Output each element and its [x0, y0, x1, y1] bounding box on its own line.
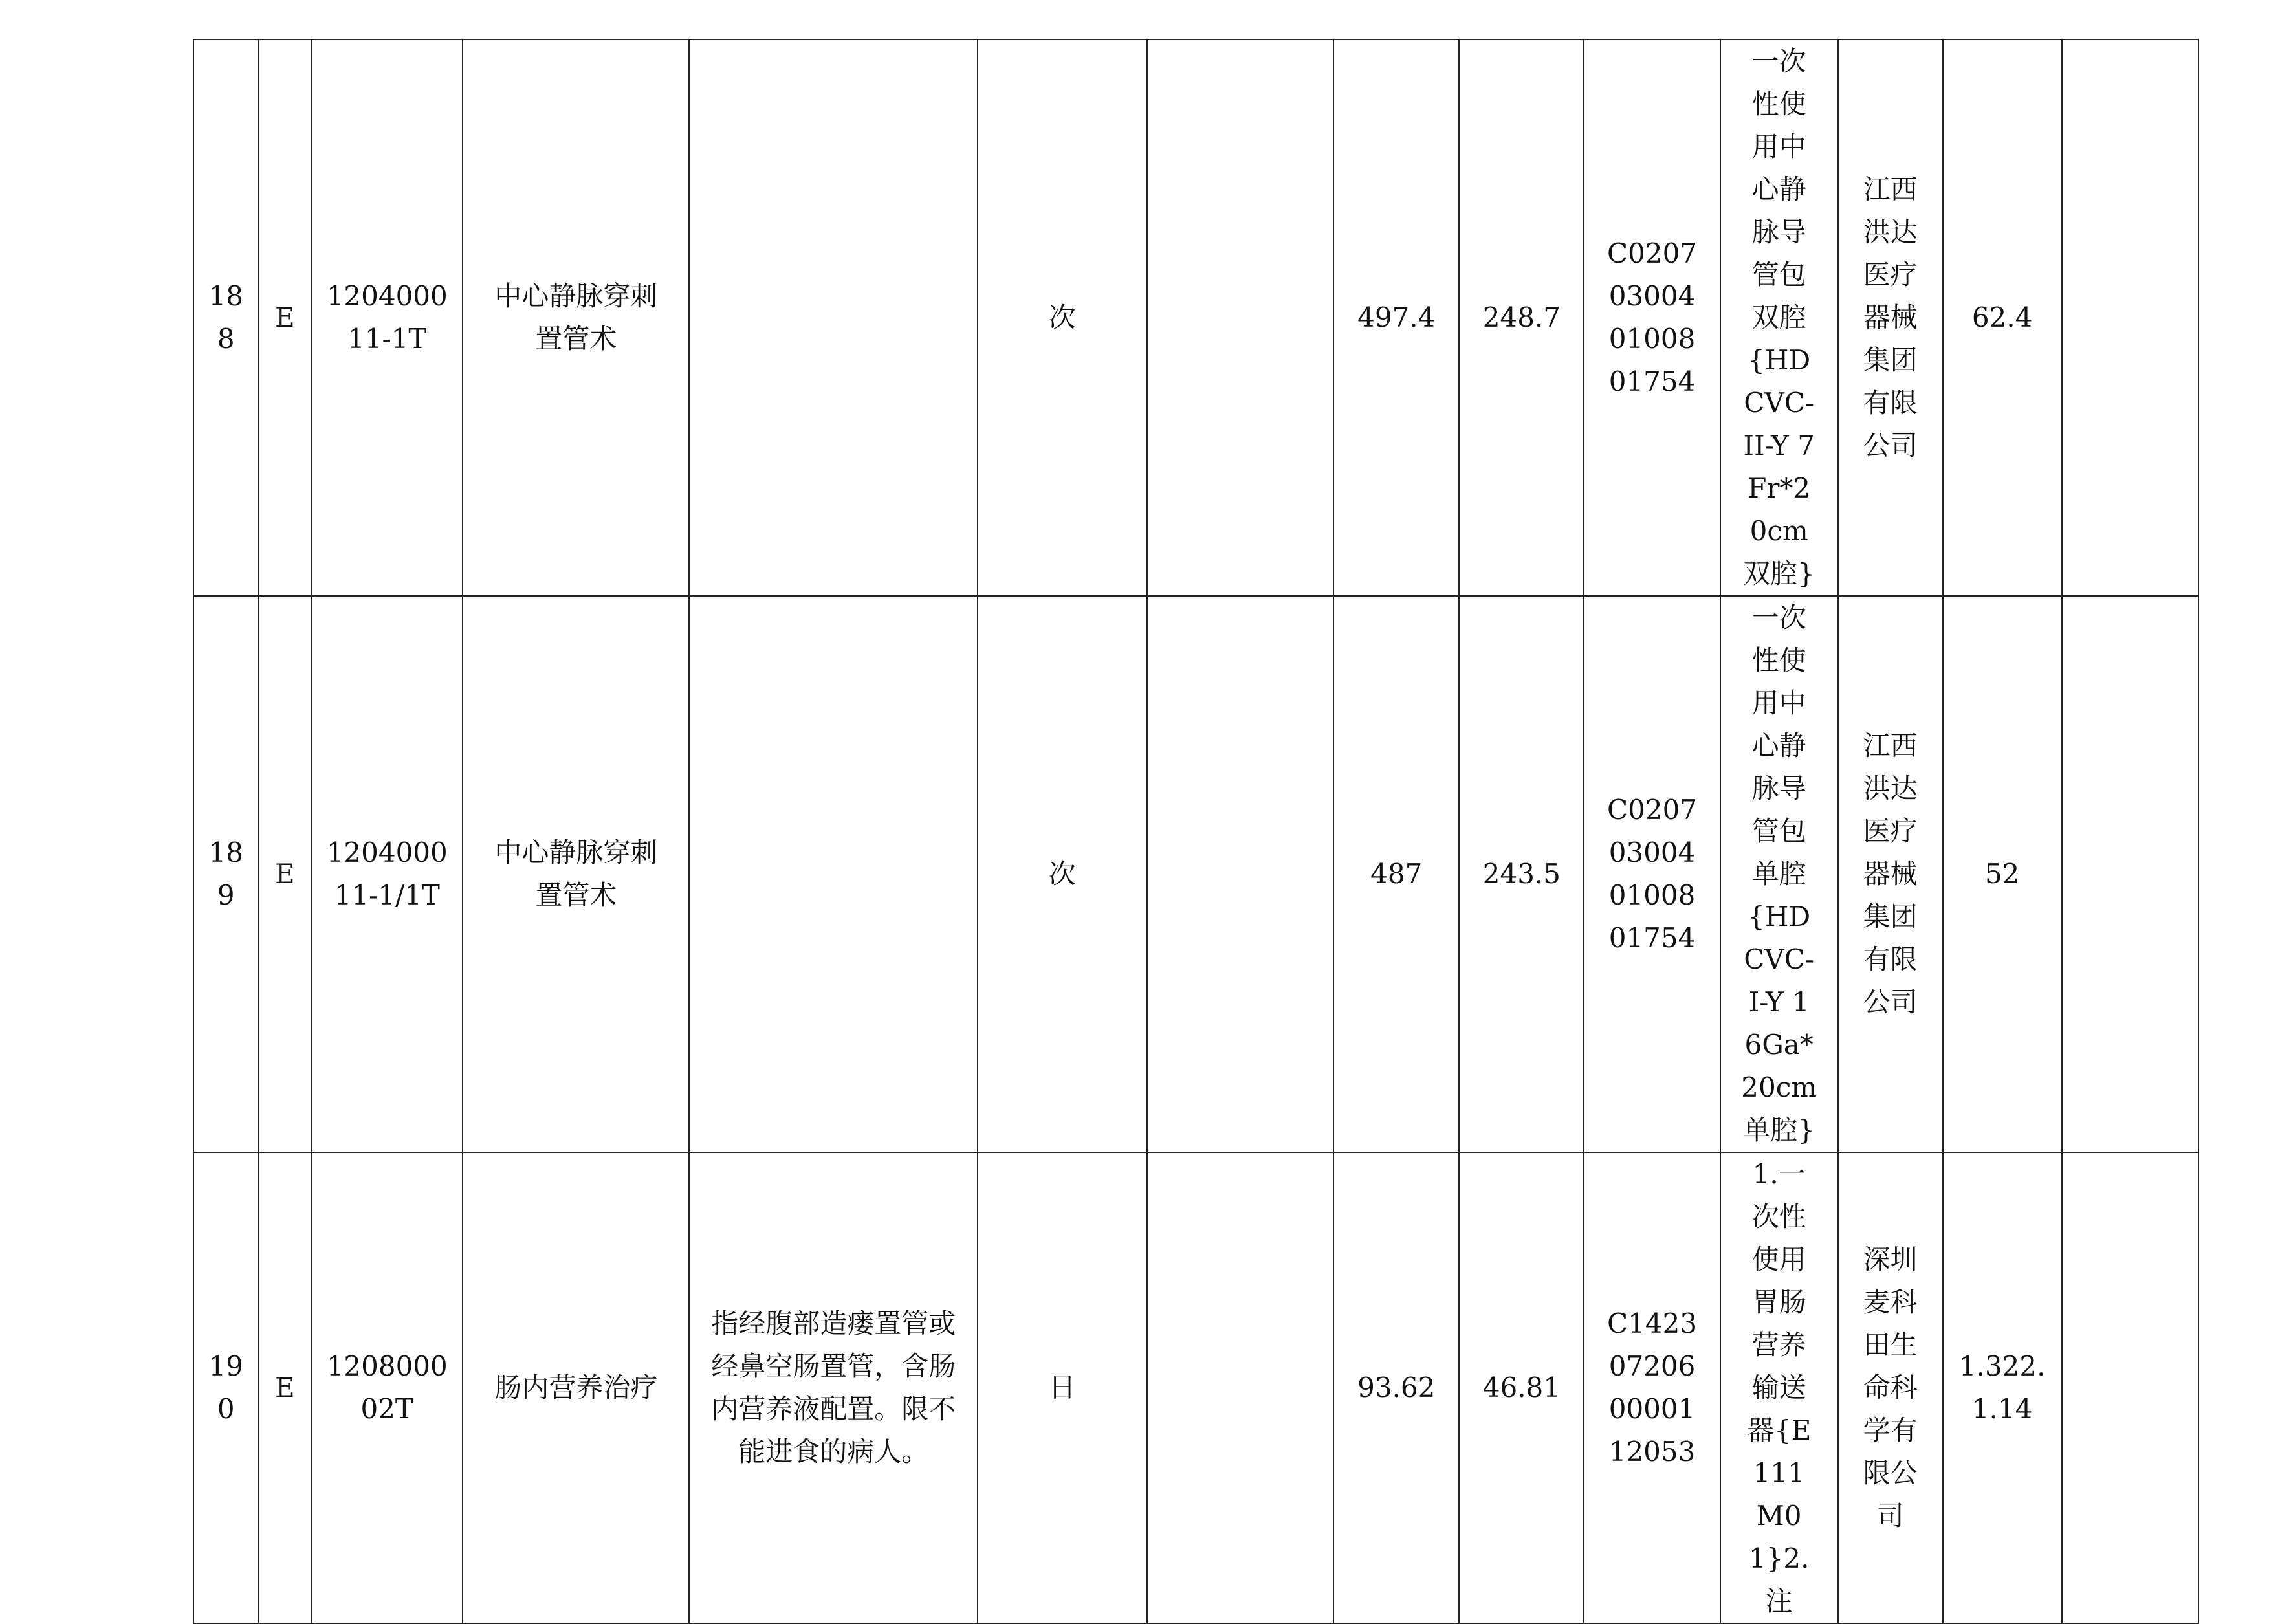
item-name: 中心静脉穿刺置管术 — [494, 280, 658, 355]
description-cell — [689, 39, 978, 596]
row-number: 189 — [208, 837, 243, 911]
empty-cell — [1147, 39, 1334, 596]
material-code: C0207030040100801754 — [1607, 794, 1698, 954]
price-2: 248.7 — [1482, 302, 1561, 333]
material-code: C1423072060000112053 — [1607, 1308, 1698, 1467]
row-number-cell — [193, 39, 259, 596]
code-cell — [311, 596, 463, 1152]
item-name: 中心静脉穿刺置管术 — [494, 837, 658, 911]
category-cell — [259, 39, 311, 596]
remark-cell — [2062, 39, 2198, 596]
price3-cell — [1943, 1152, 2062, 1623]
remark-cell — [2062, 1152, 2198, 1623]
unit-cell — [978, 39, 1147, 596]
price-1: 487 — [1370, 858, 1423, 890]
material-name-cell — [1720, 596, 1838, 1152]
unit: 次 — [1048, 858, 1076, 890]
category: E — [274, 858, 295, 890]
price2-cell — [1459, 39, 1584, 596]
category-cell — [259, 1152, 311, 1623]
category-cell — [259, 596, 311, 1152]
unit-cell — [978, 596, 1147, 1152]
row-number: 190 — [208, 1350, 243, 1425]
manufacturer: 江西洪达医疗器械集团有限公司 — [1863, 173, 1918, 461]
empty-cell — [1147, 596, 1334, 1152]
description-cell — [689, 1152, 978, 1623]
manufacturer-cell — [1838, 596, 1943, 1152]
category: E — [274, 1372, 295, 1403]
material-code-cell — [1584, 596, 1720, 1152]
material-code: C0207030040100801754 — [1607, 237, 1698, 397]
material-name-cell — [1720, 39, 1838, 596]
code-cell — [311, 39, 463, 596]
material-code-cell — [1584, 39, 1720, 596]
name-cell — [463, 1152, 689, 1623]
unit: 次 — [1048, 302, 1076, 333]
price1-cell — [1333, 1152, 1459, 1623]
item-name: 肠内营养治疗 — [494, 1372, 658, 1403]
remark-cell — [2062, 596, 2198, 1152]
unit-cell — [978, 1152, 1147, 1623]
price-1: 93.62 — [1357, 1372, 1436, 1403]
pricing-table — [193, 39, 2199, 1624]
price-1: 497.4 — [1357, 302, 1436, 333]
item-code: 120400011-1T — [326, 280, 448, 355]
manufacturer: 深圳麦科田生命科学有限公司 — [1863, 1244, 1918, 1531]
price1-cell — [1333, 39, 1459, 596]
row-number: 188 — [208, 280, 243, 355]
row-number-cell — [193, 1152, 259, 1623]
manufacturer-cell — [1838, 39, 1943, 596]
item-code: 120800002T — [326, 1350, 448, 1425]
material-name: 一次性使用中心静脉导管包单腔{HDCVC-I-Y 16Ga*20cm 单腔} — [1741, 602, 1817, 1146]
price-3: 52 — [1984, 858, 2020, 890]
price-3: 62.4 — [1971, 302, 2033, 333]
category: E — [274, 302, 295, 333]
material-code-cell — [1584, 1152, 1720, 1623]
material-name: 一次性使用中心静脉导管包双腔{HDCVC-II-Y 7Fr*20cm 双腔} — [1743, 45, 1815, 589]
table-row — [193, 596, 2198, 1152]
manufacturer: 江西洪达医疗器械集团有限公司 — [1863, 730, 1918, 1018]
row-number-cell — [193, 596, 259, 1152]
manufacturer-cell — [1838, 1152, 1943, 1623]
unit: 日 — [1048, 1372, 1076, 1403]
price2-cell — [1459, 1152, 1584, 1623]
empty-cell — [1147, 1152, 1334, 1623]
material-name-cell — [1720, 1152, 1838, 1623]
description-cell — [689, 596, 978, 1152]
name-cell — [463, 596, 689, 1152]
price-3: 1.322.1.14 — [1958, 1350, 2046, 1425]
price1-cell — [1333, 596, 1459, 1152]
item-description: 指经腹部造瘘置管或经鼻空肠置管，含肠内营养液配置。限不能进食的病人。 — [711, 1308, 956, 1467]
price2-cell — [1459, 596, 1584, 1152]
code-cell — [311, 1152, 463, 1623]
table-row — [193, 39, 2198, 596]
price3-cell — [1943, 596, 2062, 1152]
price-2: 46.81 — [1482, 1372, 1561, 1403]
price-2: 243.5 — [1482, 858, 1561, 890]
price3-cell — [1943, 39, 2062, 596]
table-row — [193, 1152, 2198, 1623]
material-name: 1.一次性使用胃肠营养输送器{E111M01}2.注 — [1746, 1158, 1812, 1617]
name-cell — [463, 39, 689, 596]
item-code: 120400011-1/1T — [326, 837, 448, 911]
